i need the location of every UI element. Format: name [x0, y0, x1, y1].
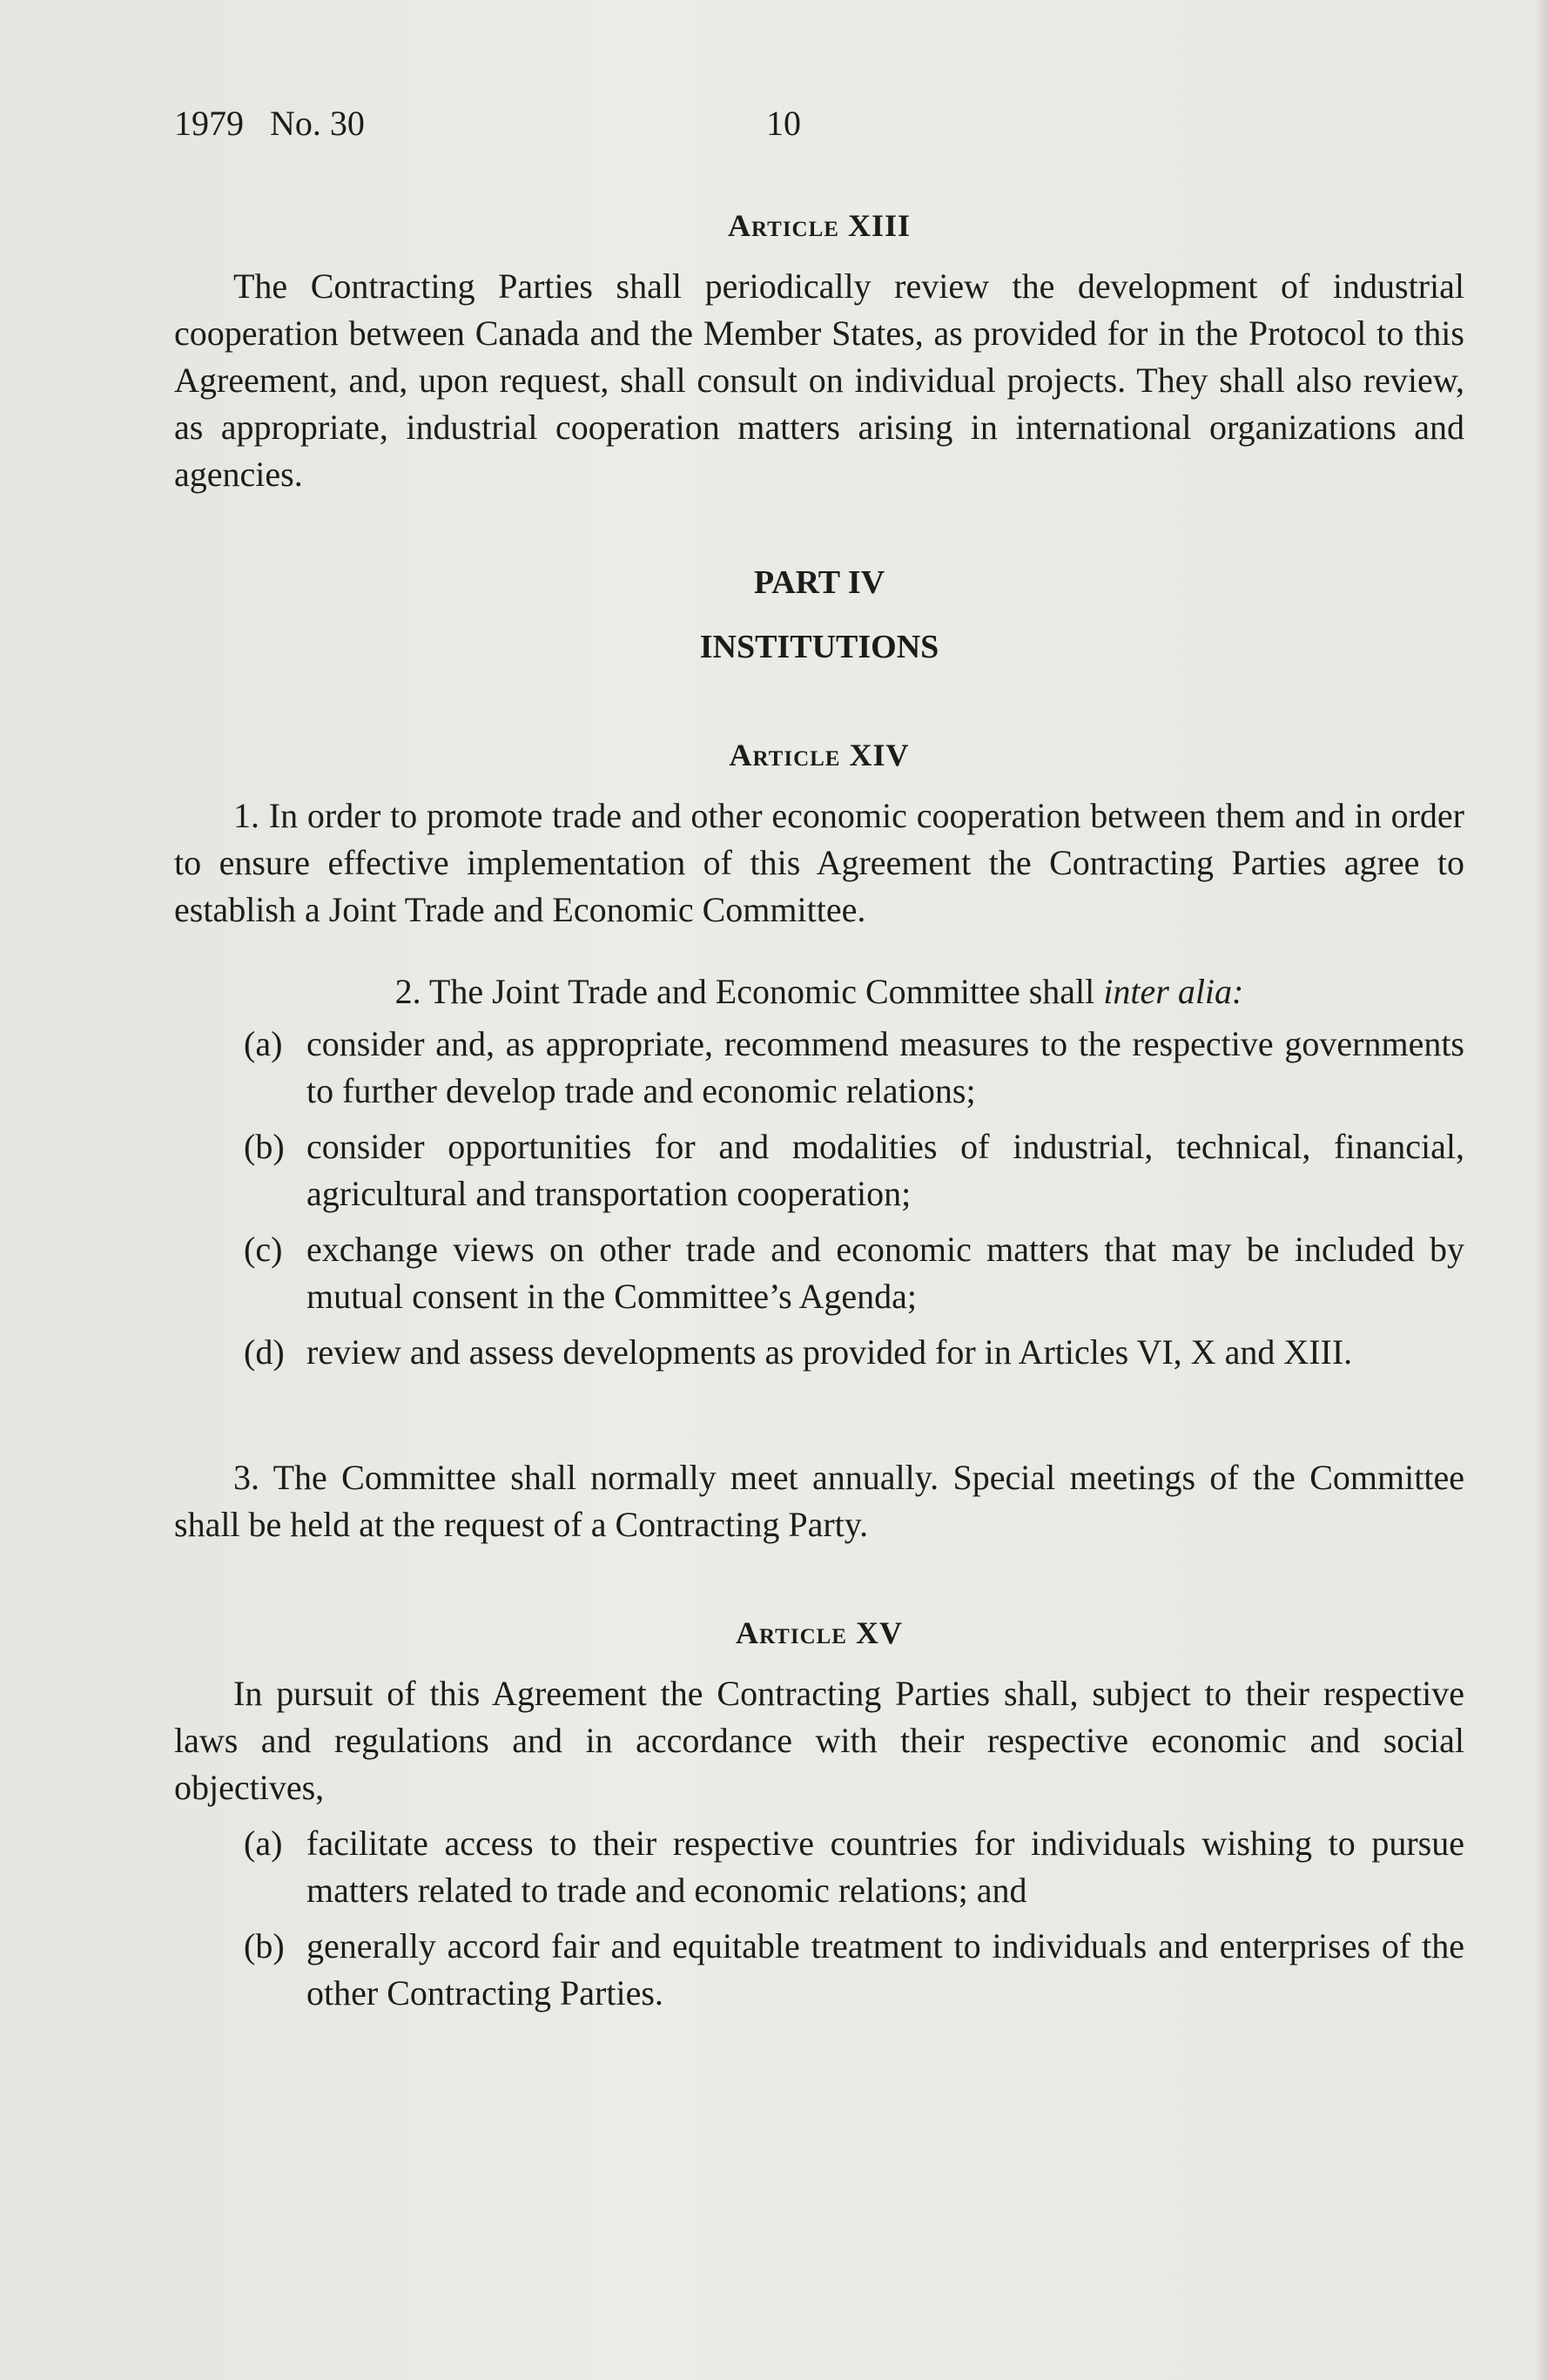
article-14-item-c — [174, 1226, 1464, 1320]
article-13-heading: Article XIII — [727, 208, 911, 243]
article-14-para-3: 3. The Committee shall normally meet annually. Special meetings of the Committee shall be held at the request of a Contracting Party. — [174, 1458, 1464, 1544]
item-text: generally accord fair and equitable treatment to individuals and enterprises of the other Contracting Parties. — [306, 1926, 1464, 2013]
article-14-para-2-italic: inter alia: — [1103, 972, 1244, 1011]
article-14-para-2 — [174, 968, 1464, 1015]
item-label: (b) — [244, 1127, 285, 1166]
page-content — [174, 202, 1464, 2017]
article-14-para-2-lead: 2. The Joint Trade and Economic Committee shall — [394, 972, 1104, 1011]
item-label: (d) — [244, 1332, 285, 1372]
article-15-item-b — [174, 1923, 1464, 2017]
article-14-item-a — [174, 1021, 1464, 1115]
article-15-item-a — [174, 1820, 1464, 1914]
item-text: consider and, as appropriate, recommend measures to the respective governments to further develop trade and economic relations; — [306, 1024, 1464, 1110]
article-15-intro: In pursuit of this Agreement the Contracting Parties shall, subject to their respective laws and regulations and in accordance with their respective economic and social objectives, — [174, 1674, 1464, 1807]
page-number: 10 — [766, 104, 801, 143]
item-label: (a) — [244, 1824, 283, 1863]
article-14-para-1: 1. In order to promote trade and other economic cooperation between them and in order to ensure effective implementation of this Agreement the Contracting Parties agree to establish a Joint Trade and Economic Committee. — [174, 796, 1464, 929]
item-text: exchange views on other trade and economic matters that may be included by mutual consent in the Committee’s Agenda; — [306, 1230, 1464, 1316]
year-number: 1979 No. 30 — [174, 104, 365, 143]
item-label: (c) — [244, 1230, 283, 1269]
item-text: consider opportunities for and modalities of industrial, technical, financial, agricultural and transportation cooperation; — [306, 1127, 1464, 1213]
item-label: (a) — [244, 1024, 283, 1063]
item-text: facilitate access to their respective countries for individuals wishing to pursue matters related to trade and economic relations; and — [306, 1824, 1464, 1910]
article-15-heading: Article XV — [736, 1615, 903, 1650]
item-text: review and assess developments as provided for in Articles VI, X and XIII. — [306, 1332, 1353, 1372]
part-4-heading: PART IV — [753, 564, 885, 601]
part-4-title: INSTITUTIONS — [699, 629, 939, 665]
article-14-heading: Article XIV — [729, 738, 910, 772]
article-14-item-d — [174, 1329, 1464, 1376]
item-label: (b) — [244, 1926, 285, 1965]
article-13-text: The Contracting Parties shall periodically review the development of industrial cooperation between Canada and the Member States, as provided for in the Protocol to this Agreement, and, upon request, shall consult on individual projects. They shall also review, as appropriate, industrial cooperation matters arising in international organizations and agencies. — [174, 266, 1464, 494]
article-14-item-b — [174, 1123, 1464, 1217]
